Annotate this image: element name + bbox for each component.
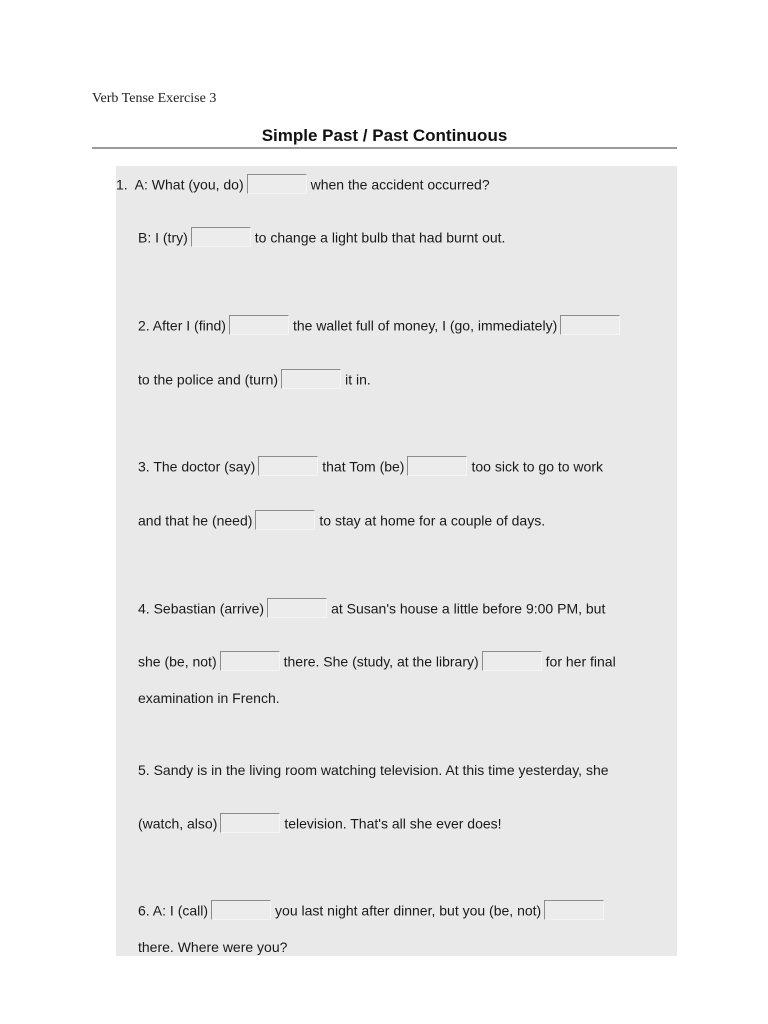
- question-2-line-2: [138, 369, 371, 393]
- answer-blank-q4-1[interactable]: [267, 598, 327, 618]
- question-2-text-3: to the police and (turn): [138, 371, 279, 388]
- question-4-text-6: examination in French.: [138, 690, 280, 706]
- question-3-line-2: [138, 510, 545, 534]
- question-6-text-1: 6. A: I (call): [138, 902, 209, 919]
- question-1-b-prefix: B: I (try): [138, 229, 188, 246]
- question-4-text-4: there. She (study, at the library): [283, 653, 479, 670]
- document-label: Verb Tense Exercise 3: [92, 91, 217, 106]
- answer-blank-q2-1[interactable]: [229, 315, 289, 335]
- question-5-line-1: [138, 762, 609, 778]
- answer-blank-q1-2[interactable]: [191, 227, 251, 247]
- question-3-line-1: [138, 456, 603, 480]
- question-4-text-2: at Susan's house a little before 9:00 PM, but: [331, 600, 606, 617]
- answer-blank-q6-1[interactable]: [211, 900, 271, 920]
- question-6-line-2: [138, 939, 287, 955]
- question-4-line-3: [138, 690, 280, 706]
- question-1-a-prefix: 1. A: What (you, do): [116, 176, 244, 193]
- question-5-text-1: 5. Sandy is in the living room watching television. At this time yesterday, she: [138, 762, 609, 778]
- question-2-text-2: the wallet full of money, I (go, immediately): [292, 317, 558, 334]
- question-3-text-4: and that he (need): [138, 512, 253, 529]
- question-5-text-3: television. That's all she ever does!: [284, 815, 502, 832]
- question-5-text-2: (watch, also): [138, 815, 218, 832]
- question-2-line-1: [138, 315, 624, 339]
- question-4-line-1: [138, 598, 605, 622]
- question-4-line-2: [138, 651, 616, 675]
- question-4-text-1: 4. Sebastian (arrive): [138, 600, 265, 617]
- question-4-text-3: she (be, not): [138, 653, 217, 670]
- question-5-line-2: [138, 813, 502, 837]
- answer-blank-q3-2[interactable]: [407, 456, 467, 476]
- question-3-text-2: that Tom (be): [322, 458, 405, 475]
- answer-blank-q4-2[interactable]: [220, 651, 280, 671]
- title-divider: [92, 147, 677, 149]
- question-2-text-4: it in.: [345, 371, 371, 388]
- question-6-text-2: you last night after dinner, but you (be, not): [275, 902, 542, 919]
- answer-blank-q1-1[interactable]: [247, 174, 307, 194]
- question-3-text-1: 3. The doctor (say): [138, 458, 256, 475]
- question-4-text-5: for her final: [545, 653, 616, 670]
- question-1-b-suffix: to change a light bulb that had burnt out.: [254, 229, 506, 246]
- answer-blank-q4-3[interactable]: [482, 651, 542, 671]
- question-6-text-3: there. Where were you?: [138, 939, 288, 955]
- page-title: Simple Past / Past Continuous: [261, 126, 508, 145]
- exercise-panel: [116, 166, 677, 956]
- answer-blank-q2-3[interactable]: [281, 369, 341, 389]
- answer-blank-q6-2[interactable]: [544, 900, 604, 920]
- answer-blank-q3-1[interactable]: [258, 456, 318, 476]
- question-3-text-5: to stay at home for a couple of days.: [319, 512, 546, 529]
- question-2-text-1: 2. After I (find): [138, 317, 226, 334]
- answer-blank-q3-3[interactable]: [255, 510, 315, 530]
- question-1-line-b: [138, 227, 505, 251]
- question-1-a-suffix: when the accident occurred?: [310, 176, 490, 193]
- answer-blank-q2-2[interactable]: [560, 315, 620, 335]
- question-6-line-1: [138, 900, 608, 924]
- answer-blank-q5-1[interactable]: [220, 813, 280, 833]
- question-1-line-a: [116, 174, 490, 198]
- question-3-text-3: too sick to go to work: [471, 458, 603, 475]
